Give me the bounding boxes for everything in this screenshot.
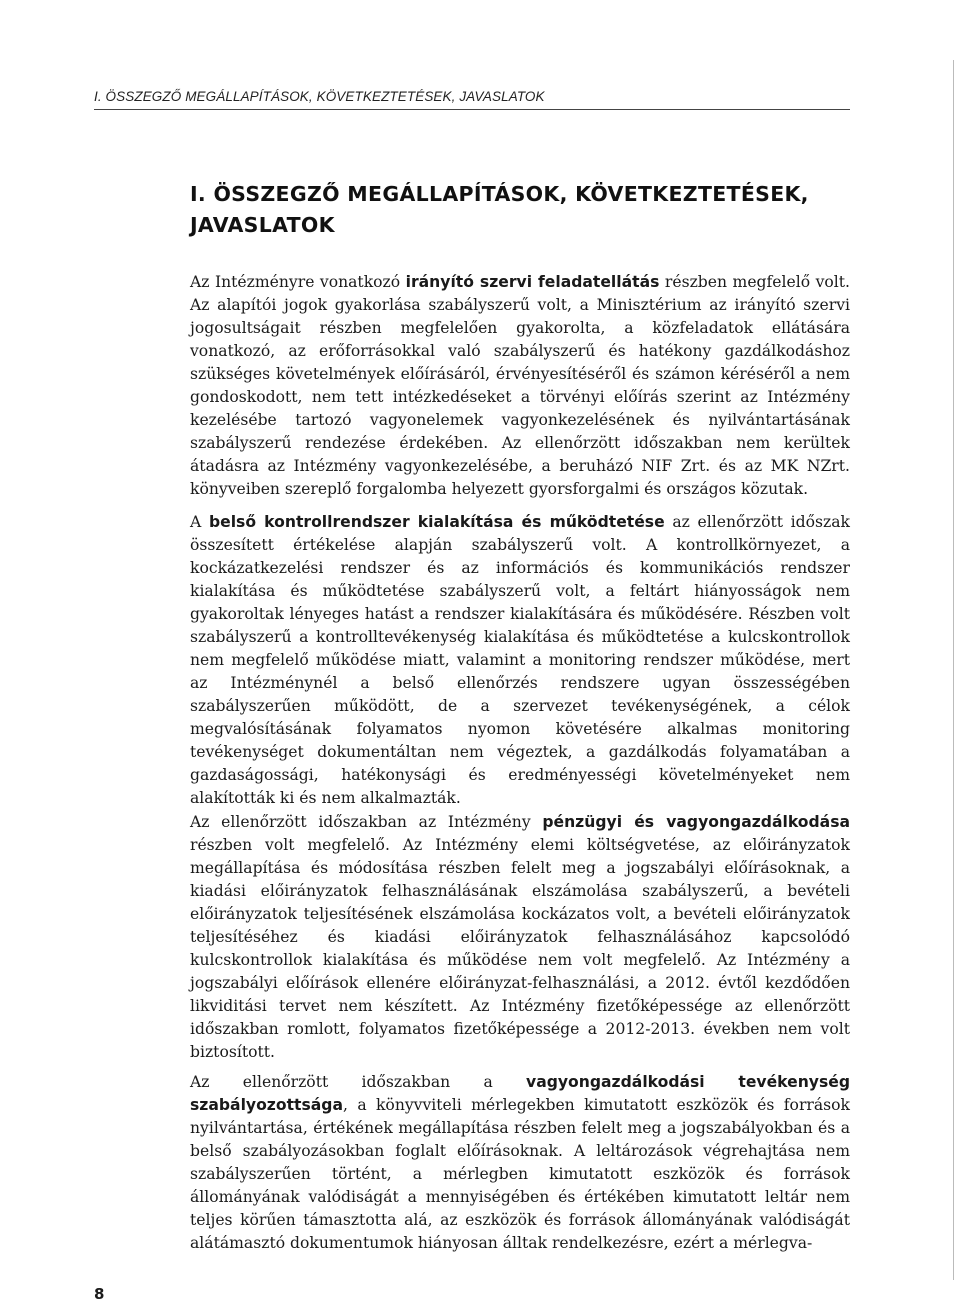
paragraph-text: részben megfelelő volt. Az alapítói jogok gyakorlása szabályszerű volt, a Minisztérium az irányító szervi jogosultságait részben megfelelően gyakorolta, a közfeladatok ellátására vonatkozó, az erőforrásokkal való szabályszerű és hatékony gazdálkodáshoz szükséges követelmények előírásáról, érvényesítéséről és számon kéréséről a nem gondoskodott, nem tett intézkedéseket a törvényi előírás szerint az Intézmény kezelésébe tartozó vagyonelemek vagyonkezelésének és nyilvántartásának szabályszerű rendezése érdekében. Az ellenőrzött időszakban nem kerültek átadásra az Intézmény vagyonkezelésébe, a beruházó NIF Zrt. és az MK NZrt. könyveiben szereplő forgalomba helyezett gyorsforgalmi és országos közutak. [190, 273, 851, 498]
paragraph-belső-kontroll [190, 511, 850, 810]
paragraph-text: Az ellenőrzött időszakban a [190, 1073, 527, 1091]
paragraph-pénzügyi [190, 811, 850, 1064]
paragraph-text: A [190, 513, 209, 531]
page-edge-line [953, 60, 954, 1280]
header-rule [94, 109, 850, 110]
page-number: 8 [94, 1285, 105, 1303]
paragraph-text: , a könyvviteli mérlegekben kimutatott eszközök és források nyilvántartása, értékének megállapítása részben felelt meg a jogszabályokban és a belső szabályozásokban foglalt előírásoknak. A leltározások végrehajtása nem szabályszerűen történt, a mérlegben kimutatott eszközök és források állományának valódiságát a mennyiségében és értékében kimutatott leltár nem teljes körűen támasztotta alá, az eszközök és források állományának valódiságát alátámasztó dokumentumok hiányosan álltak rendelkezésre, ezért a mérlegva- [190, 1096, 850, 1252]
paragraph-text: Az ellenőrzött időszakban az Intézmény [190, 813, 543, 831]
chapter-title [190, 179, 850, 241]
running-header: I. ÖSSZEGZŐ MEGÁLLAPÍTÁSOK, KÖVETKEZTETÉSEK, JAVASLATOK [94, 89, 545, 104]
paragraph-emphasis: belső kontrollrendszer kialakítása és működtetése [208, 513, 665, 531]
paragraph-emphasis: vagyongazdálkodási tevékenység szabályozottsága [190, 1073, 850, 1114]
paragraph-emphasis: irányító szervi feladatellátás [405, 273, 660, 291]
paragraph-text: az ellenőrzött időszak összesített értékelése alapján szabályszerű volt. A kontrollkörnyezet, a kockázatkezelési rendszer és az információs és kommunikációs rendszer kialakítása és működtetése szabályszerű volt, a feltárt hiányosságok nem gyakoroltak lényeges hatást a rendszer kialakítására és működésére. Részben volt szabályszerű a kontrolltevékenység kialakítása és működtetése a kulcskontrollok nem megfelelő működése miatt, valamint a monitoring rendszer működése, mert az Intézménynél a belső ellenőrzés rendszere ugyan összességében szabályszerűen működött, de a szervezet tevékenységének, a célok megvalósításának folyamatos nyomon követésére alkalmas monitoring tevékenységet dokumentáltan nem végeztek, a gazdálkodás folyamatában a gazdaságossági, hatékonysági és eredményességi követelményeket nem alakították ki és nem alkalmazták. [190, 513, 850, 807]
chapter-title-line-1: I. ÖSSZEGZŐ MEGÁLLAPÍTÁSOK, KÖVETKEZTETÉSEK, [190, 182, 809, 206]
paragraph-text: részben volt megfelelő. Az Intézmény elemi költségvetése, az előirányzatok megállapítása és módosítása részben felelt meg a jogszabályi előírásoknak, a kiadási előirányzatok felhasználásának elszámolása szabályszerű, a bevételi előirányzatok teljesítésének elszámolása kockázatos volt, a bevételi előirányzatok teljesítéséhez és kiadási előirányzatok felhasználásához kapcsolódó kulcskontrollok kialakítása és működése nem volt megfelelő. Az Intézmény a jogszabályi előírások ellenére előirányzat-felhasználási, a 2012. évtől kezdődően likviditási tervet nem készített. Az Intézmény fizetőképessége az ellenőrzött időszakban romlott, folyamatos fizetőképessége a 2012-2013. években nem volt biztosított. [190, 836, 850, 1061]
paragraph-text: Az Intézményre vonatkozó [190, 273, 406, 291]
paragraph-emphasis: pénzügyi és vagyongazdálkodása [542, 813, 850, 831]
paragraph-irányító-szervi [190, 271, 850, 501]
chapter-title-line-2: JAVASLATOK [190, 213, 335, 237]
paragraph-vagyongazdálkodási [190, 1071, 850, 1255]
